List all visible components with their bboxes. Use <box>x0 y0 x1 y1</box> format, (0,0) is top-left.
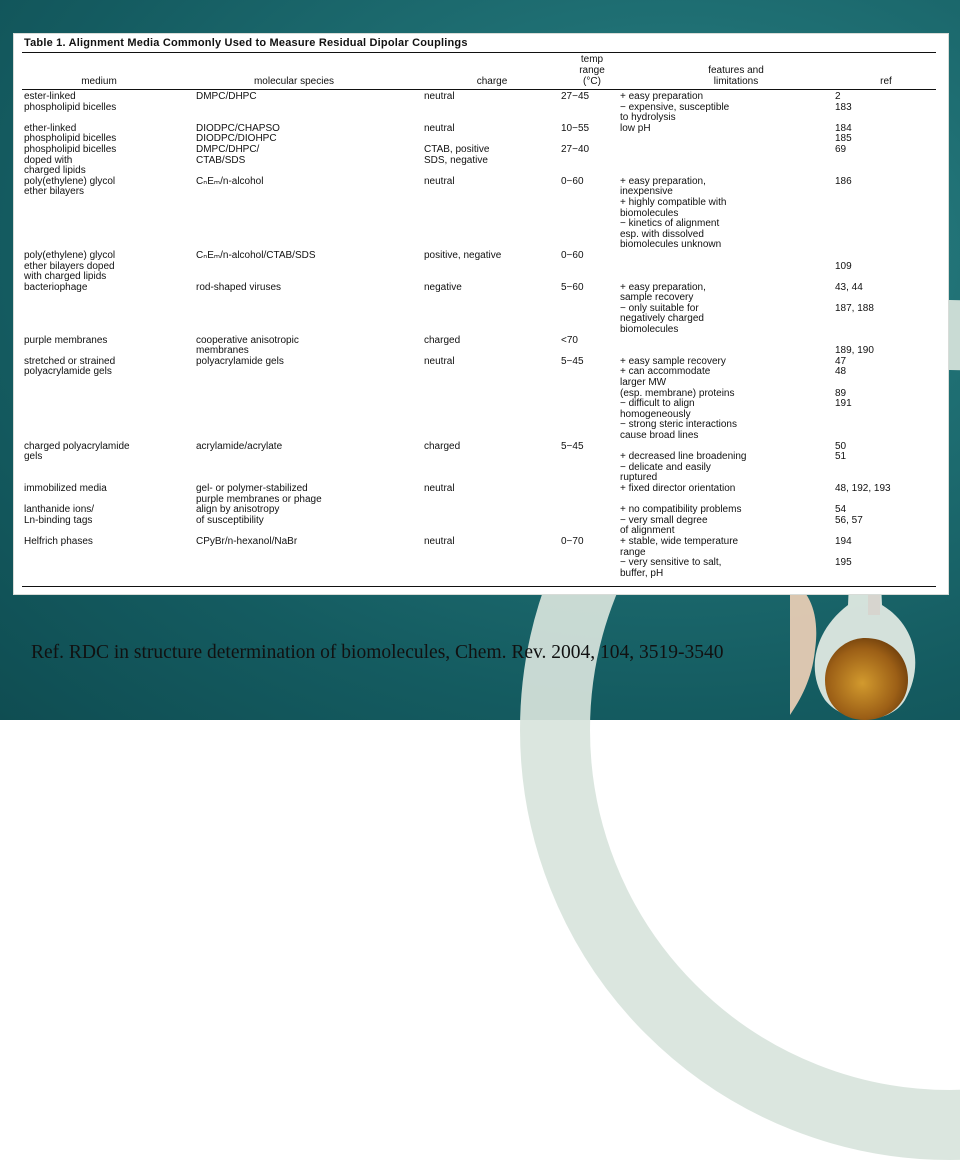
cell-molecular-species: polyacrylamide gels <box>196 355 284 367</box>
cell-ref: 43, 44 187, 188 <box>835 281 874 314</box>
column-header-medium: medium <box>81 76 117 87</box>
table-body <box>24 92 938 582</box>
cell-molecular-species: acrylamide/acrylate <box>196 440 283 452</box>
cell-ref: 47 48 89 191 <box>835 355 852 410</box>
cell-medium: Helfrich phases <box>24 535 93 547</box>
table-row <box>24 283 938 336</box>
table-row <box>24 537 938 579</box>
cell-charge: neutral <box>424 122 455 134</box>
cell-temp-range: <70 <box>561 334 578 346</box>
cell-ref: 54 56, 57 <box>835 504 863 526</box>
cell-features: + decreased line broadening − delicate and easily ruptured <box>620 451 747 484</box>
table-row <box>24 145 938 177</box>
table-caption: Table 1. Alignment Media Commonly Used to Measure Residual Dipolar Couplings <box>24 37 468 49</box>
cell-features: + no compatibility problems − very small degree of alignment <box>620 504 742 537</box>
cell-molecular-species: align by anisotropy of susceptibility <box>196 504 280 526</box>
cell-ref: 2 183 <box>835 91 852 113</box>
cell-ref: 194 195 <box>835 535 852 569</box>
table-row <box>24 336 938 357</box>
cell-molecular-species: CₙEₘ/n-alcohol/CTAB/SDS <box>196 249 316 261</box>
cell-molecular-species: DMPC/DHPC/ CTAB/SDS <box>196 143 260 166</box>
cell-molecular-species: DIODPC/CHAPSO DIODPC/DIOHPC <box>196 122 280 145</box>
cell-medium: charged polyacrylamide gels <box>24 440 130 463</box>
cell-temp-range <box>559 484 620 505</box>
table-row <box>24 124 938 145</box>
cell-medium: poly(ethylene) glycol ether bilayers doped with charged lipids <box>24 249 116 283</box>
cell-temp-range: 10−55 <box>561 122 590 134</box>
cell-features: + stable, wide temperature range − very sensitive to salt, buffer, pH <box>620 535 739 579</box>
cell-temp-range: 27−40 <box>561 143 590 155</box>
cell-temp-range: 0−60 <box>561 175 584 187</box>
cell-ref: 69 <box>835 143 847 155</box>
cell-features: + easy preparation, inexpensive + highly compatible with biomolecules − kinetics of alignment esp. with dissolved biomolecules unknown <box>620 175 727 251</box>
cell-temp-range: 5−45 <box>561 440 584 452</box>
cell-features: low pH <box>620 122 651 134</box>
column-header-ref: ref <box>880 76 892 87</box>
cell-ref: 48, 192, 193 <box>835 482 891 494</box>
column-header-charge: charge <box>476 76 508 87</box>
column-header-temp-range: temp range (°C) <box>579 54 605 87</box>
cell-ref: 184 185 <box>835 122 852 145</box>
table-row <box>24 505 938 537</box>
cell-ref: 109 <box>835 260 852 272</box>
cell-temp-range: 0−70 <box>561 535 584 547</box>
cell-features <box>620 145 833 177</box>
cell-temp-range: 5−60 <box>561 281 584 293</box>
cell-charge <box>424 505 559 537</box>
table-row <box>24 484 938 505</box>
cell-charge: CTAB, positive SDS, negative <box>424 143 490 166</box>
cell-features: + easy preparation, sample recovery − only suitable for negatively charged biomolecules <box>620 281 706 336</box>
cell-features <box>620 251 833 283</box>
citation-text: Ref. RDC in structure determination of biomolecules, Chem. Rev. 2004, 104, 3519-3540 <box>31 642 724 663</box>
cell-medium: ester-linked phospholipid bicelles <box>24 91 117 113</box>
cell-ref: 189, 190 <box>835 345 874 357</box>
cell-medium: stretched or strained polyacrylamide gels <box>24 355 116 378</box>
cell-features: + easy sample recovery + can accommodate larger MW (esp. membrane) proteins − difficult to align homogeneously − strong steric interactions cause broad lines <box>620 355 737 441</box>
cell-charge: neutral <box>424 91 455 102</box>
cell-medium: bacteriophage <box>24 281 88 293</box>
cell-medium: lanthanide ions/ Ln-binding tags <box>24 504 95 526</box>
table-row <box>24 177 938 251</box>
cell-molecular-species: cooperative anisotropic membranes <box>196 334 299 357</box>
cell-charge: negative <box>424 281 462 293</box>
cell-temp-range <box>559 505 620 537</box>
cell-temp-range: 5−45 <box>561 355 584 367</box>
column-header-molecular-species: molecular species <box>253 76 335 87</box>
table-panel <box>14 34 948 594</box>
header-rule-bottom <box>22 89 936 90</box>
table-row <box>24 442 938 484</box>
cell-molecular-species: rod-shaped viruses <box>196 281 282 293</box>
cell-features: + fixed director orientation <box>620 482 736 494</box>
cell-charge: charged <box>424 334 461 346</box>
table-row <box>24 92 938 124</box>
cell-medium: immobilized media <box>24 482 107 494</box>
cell-molecular-species: CₙEₘ/n-alcohol <box>196 175 264 187</box>
cell-medium: phospholipid bicelles doped with charged lipids <box>24 143 117 177</box>
cell-medium: purple membranes <box>24 334 108 346</box>
table-row <box>24 251 938 283</box>
cell-charge: positive, negative <box>424 249 502 261</box>
cell-molecular-species: DMPC/DHPC <box>196 91 257 102</box>
cell-features: + easy preparation − expensive, susceptible to hydrolysis <box>620 91 730 124</box>
cell-temp-range: 0−60 <box>561 249 584 261</box>
cell-features <box>620 336 833 357</box>
cell-molecular-species: gel- or polymer-stabilized purple membranes or phage <box>196 482 322 505</box>
cell-charge: neutral <box>424 175 455 187</box>
cell-charge: neutral <box>424 355 455 367</box>
cell-medium: poly(ethylene) glycol ether bilayers <box>24 175 116 198</box>
cell-molecular-species: CPyBr/n-hexanol/NaBr <box>196 535 298 547</box>
column-header-features-limitations: features and limitations <box>708 65 764 87</box>
cell-ref: 50 51 <box>835 440 847 463</box>
cell-charge: neutral <box>424 535 455 547</box>
cell-ref: 186 <box>835 175 852 187</box>
table-bottom-rule <box>22 586 936 587</box>
header-rule-top <box>22 52 936 53</box>
cell-charge: neutral <box>424 482 455 494</box>
cell-medium: ether-linked phospholipid bicelles <box>24 122 117 145</box>
cell-temp-range: 27−45 <box>561 91 590 102</box>
table-row <box>24 357 938 442</box>
cell-charge: charged <box>424 440 461 452</box>
